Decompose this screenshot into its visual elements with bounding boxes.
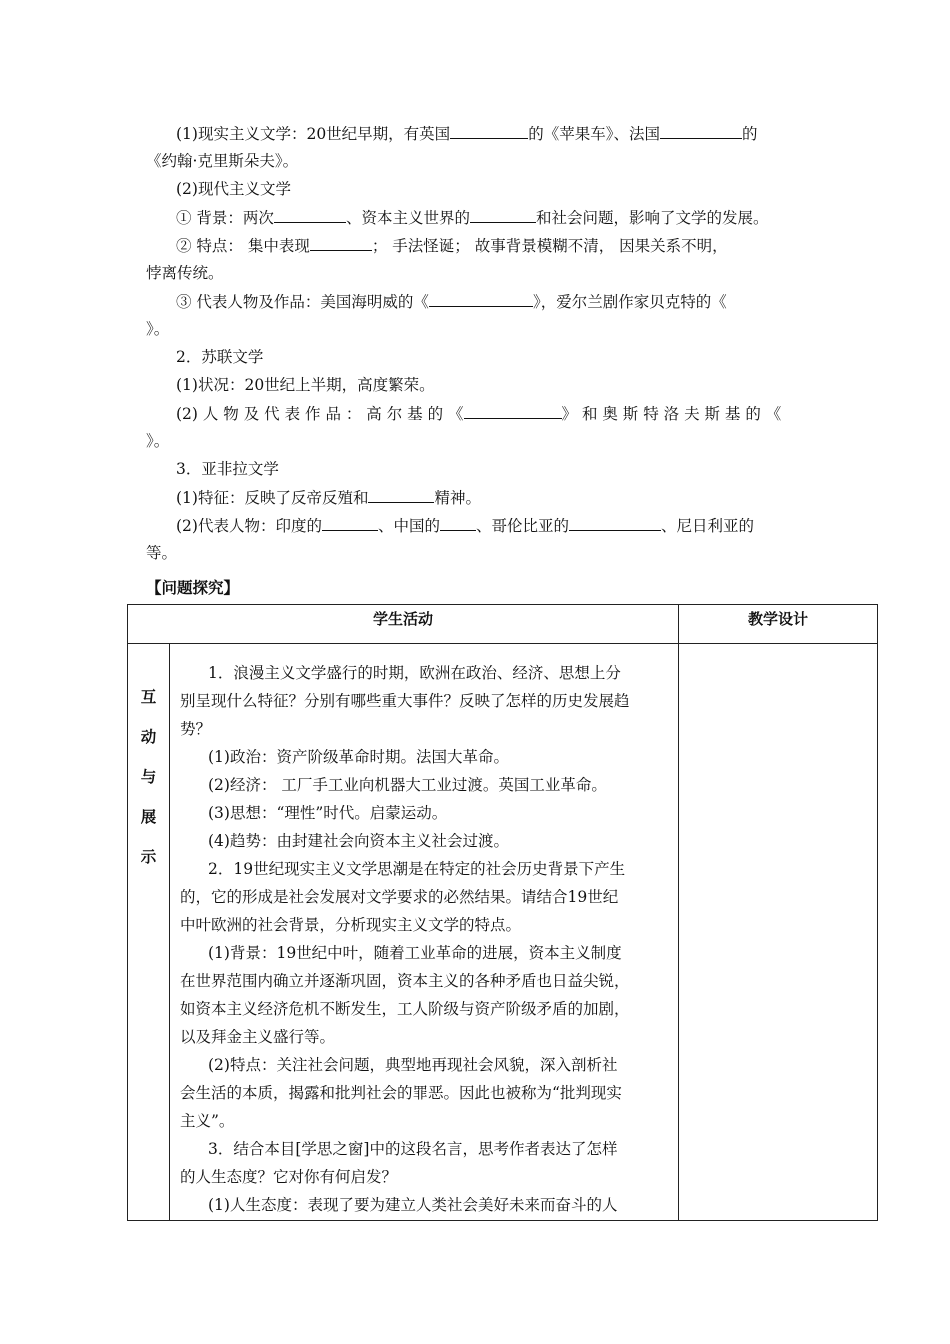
content-line: 2．19世纪现实主义文学思潮是在特定的社会历史背景下产生: [208, 860, 626, 878]
text-line: 》。: [146, 320, 170, 338]
text: (1)特征：反映了反帝反殖和: [176, 489, 369, 507]
fill-blank: [274, 207, 346, 223]
content-line: 中叶欧洲的社会背景，分析现实主义文学的特点。: [180, 916, 522, 934]
fill-blank: [368, 487, 434, 503]
content-line: 1．浪漫主义文学盛行的时期，欧洲在政治、经济、思想上分: [208, 664, 621, 682]
text: 精神。: [434, 489, 481, 507]
text-line: 2．苏联文学: [176, 348, 264, 366]
text-line: [176, 515, 808, 536]
fill-blank: [470, 207, 536, 223]
content-line: 以及拜金主义盛行等。: [180, 1028, 336, 1046]
text: 、中国的: [377, 517, 440, 535]
content-line: (1)背景：19世纪中叶，随着工业革命的进展，资本主义制度: [208, 944, 622, 962]
text-line: [176, 207, 808, 228]
side-char: 示: [140, 848, 157, 866]
fill-blank: [429, 291, 533, 307]
text: ； 手法怪诞； 故事背景模糊不清， 因果关系不明，: [371, 237, 728, 255]
fill-blank: [440, 515, 476, 531]
side-char: 展: [140, 808, 157, 826]
fill-blank: [660, 123, 742, 139]
text: 和社会问题，影响了文学的发展。: [535, 209, 769, 227]
text: (2)代表人物：印度的: [176, 517, 322, 535]
fill-blank: [569, 515, 661, 531]
content-line: (3)思想：“理性”时代。启蒙运动。: [208, 804, 448, 822]
text: ② 特点： 集中表现: [176, 237, 310, 255]
content-line: 别呈现什么特征？分别有哪些重大事件？反映了怎样的历史发展趋: [180, 692, 630, 710]
text-line: 3．亚非拉文学: [176, 460, 279, 478]
text-line: [176, 235, 808, 256]
content-line: 势？: [180, 720, 212, 738]
section-title: 【问题探究】: [146, 579, 240, 597]
content-line: (1)政治：资产阶级革命时期。法国大革命。: [208, 748, 509, 766]
text: ③ 代表人物及作品：美国海明威的《: [176, 293, 429, 311]
text-line: [176, 403, 808, 424]
text-line: 悖离传统。: [146, 264, 224, 282]
side-char: 动: [140, 728, 157, 746]
text: 、哥伦比亚的: [475, 517, 569, 535]
text: ① 背景：两次: [176, 209, 274, 227]
content-line: (4)趋势：由封建社会向资本主义社会过渡。: [208, 832, 509, 850]
text-line: 》。: [146, 432, 170, 450]
content-line: (2)特点：关注社会问题，典型地再现社会风貌，深入剖析社: [208, 1056, 618, 1074]
fill-blank: [310, 235, 372, 251]
text: (2) 人 物 及 代 表 作 品 ： 高 尔 基 的 《: [176, 405, 464, 423]
text-line: 《约翰·克里斯朵夫》。: [146, 152, 299, 170]
content-line: (2)经济： 工厂手工业向机器大工业过渡。英国工业革命。: [208, 776, 607, 794]
side-label: [128, 644, 170, 1221]
text-line: (1)状况：20世纪上半期，高度繁荣。: [176, 376, 435, 394]
content-line: 的人生态度？它对你有何启发？: [180, 1168, 398, 1186]
text: (1)现实主义文学：20世纪早期，有英国: [176, 125, 451, 143]
text: 的《苹果车》、法国: [528, 125, 660, 143]
header-teaching-design: 教学设计: [679, 605, 878, 644]
content-line: 如资本主义经济危机不断发生，工人阶级与资产阶级矛盾的加剧，: [180, 1000, 630, 1018]
text-line: [176, 291, 808, 312]
text: 》，爱尔兰剧作家贝克特的《: [532, 293, 727, 311]
fill-blank: [450, 123, 528, 139]
inquiry-table: [127, 604, 878, 1221]
text: 、资本主义世界的: [345, 209, 470, 227]
content-line: 在世界范围内确立并逐渐巩固，资本主义的各种矛盾也日益尖锐，: [180, 972, 630, 990]
side-char: 互: [140, 688, 157, 706]
side-char: 与: [140, 768, 157, 786]
content-line: (1)人生态度：表现了要为建立人类社会美好未来而奋斗的人: [208, 1196, 618, 1214]
content-line: 主义”。: [180, 1112, 235, 1130]
text-line: [176, 123, 808, 144]
text: 》 和 奥 斯 特 洛 夫 斯 基 的 《: [561, 405, 782, 423]
activity-content: [170, 644, 679, 1221]
content-line: 会生活的本质，揭露和批判社会的罪恶。因此也被称为“批判现实: [180, 1084, 622, 1102]
fill-blank: [464, 403, 562, 419]
text-line: [176, 487, 808, 508]
text: 的: [741, 125, 758, 143]
text-line: 等。: [146, 544, 178, 562]
content-line: 3．结合本目[学思之窗]中的这段名言，思考作者表达了怎样: [208, 1140, 618, 1158]
text-line: (2)现代主义文学: [176, 180, 291, 198]
content-line: 的，它的形成是社会发展对文学要求的必然结果。请结合19世纪: [180, 888, 619, 906]
text: 、尼日利亚的: [661, 517, 755, 535]
fill-blank: [322, 515, 378, 531]
header-student-activity: 学生活动: [128, 605, 679, 644]
teaching-design-cell: [679, 644, 878, 1221]
